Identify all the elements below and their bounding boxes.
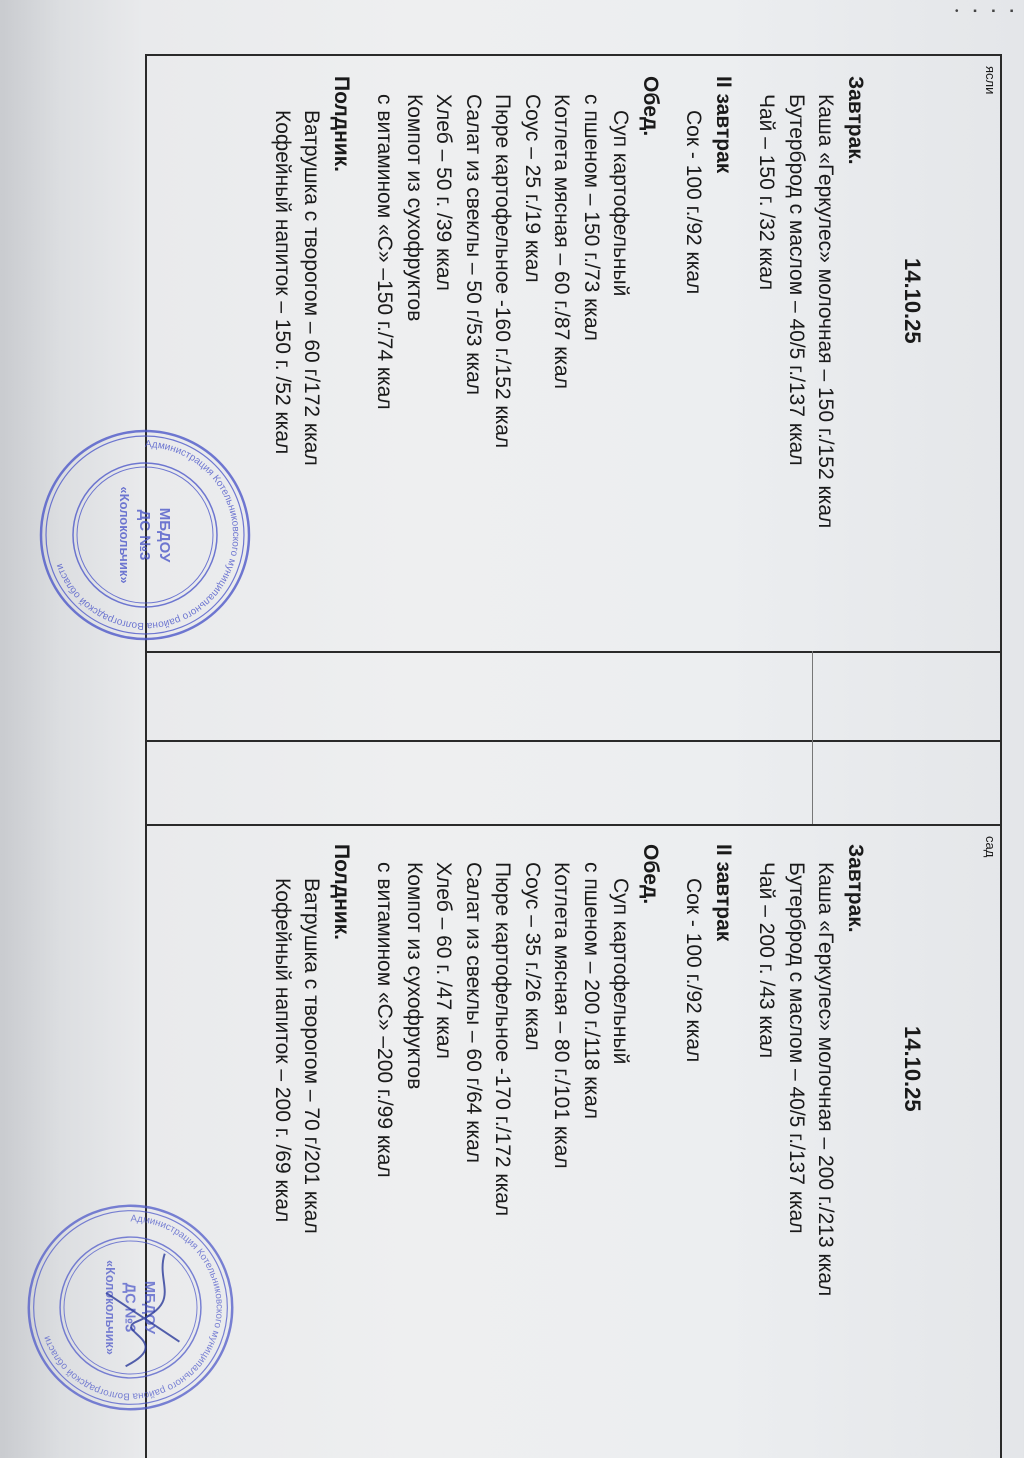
meal-title: Полдник. [330, 76, 353, 173]
menu-item: Бутерброд с маслом – 40/5 г./137 ккал [785, 94, 808, 466]
table-divider-1 [145, 651, 1002, 653]
meal-title: Полдник. [330, 844, 353, 941]
stamp-org-type: МБДОУ [156, 507, 173, 563]
menu-item: с витамином «С» –150 г./74 ккал [373, 94, 397, 410]
menu-item: Ватрушка с творогом – 70 г/201 ккал [300, 878, 324, 1234]
menu-item: Сок - 100 г./92 ккал [682, 110, 706, 295]
stamp-org-name: «Колокольчик» [103, 1260, 119, 1355]
menu-item: с пшеном – 150 г./73 ккал [580, 94, 603, 341]
table-border-right [1000, 54, 1002, 1458]
menu-item: Сок - 100 г./92 ккал [682, 878, 706, 1063]
table-border-top [145, 54, 1002, 56]
stamp-org-number: ДС №3 [136, 509, 153, 561]
meal-title: Обед. [639, 844, 662, 905]
menu-item: с пшеном – 200 г./118 ккал [580, 862, 603, 1120]
menu-item: Салат из свеклы – 60 г/64 ккал [462, 862, 485, 1164]
stamp-ring-text: Администрация Котельниковского муниципального района Волгоградской области [41, 1213, 225, 1402]
meal-title: II завтрак [712, 76, 735, 174]
stamp-org-type: МБДОУ [141, 1280, 158, 1335]
menu-item: Чай – 200 г. /43 ккал [755, 862, 779, 1059]
menu-item: с витамином «С» –200 г./99 ккал [373, 862, 397, 1178]
menu-item: Кофейный напиток – 150 г. /52 ккал [271, 110, 294, 455]
table-divider-3 [145, 824, 1002, 826]
meal-title: II завтрак [712, 844, 735, 942]
menu-item: Пюре картофельное -160 г./152 ккал [491, 94, 515, 449]
menu-item: Котлета мясная – 60 г./87 ккал [550, 94, 574, 389]
menu-item: Хлеб – 60 г. /47 ккал [432, 862, 456, 1059]
meal-title: Завтрак. [844, 844, 867, 933]
stamp-org-number: ДС №3 [121, 1282, 138, 1333]
stamp-org-name: «Колокольчик» [117, 486, 132, 584]
meal-title: Завтрак. [844, 76, 867, 165]
menu-item: Соус – 25 г./19 ккал [521, 94, 544, 283]
section-label-nursery: ясли [983, 66, 998, 95]
menu-item: Компот из сухофруктов [403, 94, 426, 322]
menu-item: Чай – 150 г. /32 ккал [755, 94, 779, 291]
table-divider-2 [145, 740, 1002, 742]
menu-nursery [268, 76, 871, 528]
menu-item: Суп картофельный [609, 878, 633, 1065]
official-stamp-nursery [30, 420, 260, 650]
menu-item: Бутерброд с маслом – 40/5 г./137 ккал [785, 862, 808, 1234]
menu-item: Суп картофельный [609, 110, 633, 297]
section-label-garden: сад [983, 836, 998, 858]
menu-item: Пюре картофельное -170 г./172 ккал [491, 862, 515, 1217]
menu-item: Хлеб – 50 г. /39 ккал [432, 94, 456, 291]
menu-item: Каша «Геркулес» молочная – 200 г./213 ккал [814, 862, 838, 1297]
section-date-nursery: 14.10.25 [900, 258, 925, 344]
menu-item: Соус – 35 г./26 ккал [521, 862, 544, 1051]
menu-item: Ватрушка с творогом – 60 г/172 ккал [300, 110, 324, 466]
menu-item: Салат из свеклы – 50 г/53 ккал [462, 94, 485, 396]
corner-marks: • ▪ ▪ ▪ [955, 6, 1020, 17]
stamp-ring-text: Администрация Котельниковского муниципального района Волгоградской области [54, 438, 242, 632]
menu-item: Каша «Геркулес» молочная – 150 г./152 ккал [814, 94, 838, 529]
menu-item: Кофейный напиток – 200 г. /69 ккал [271, 878, 294, 1223]
meal-title: Обед. [639, 76, 662, 137]
menu-garden [268, 844, 871, 1296]
section-date-garden: 14.10.25 [900, 1026, 925, 1112]
official-stamp-garden [18, 1195, 243, 1420]
menu-item: Компот из сухофруктов [403, 862, 426, 1090]
menu-item: Котлета мясная – 80 г./101 ккал [550, 862, 574, 1169]
inner-column-line [812, 651, 813, 824]
